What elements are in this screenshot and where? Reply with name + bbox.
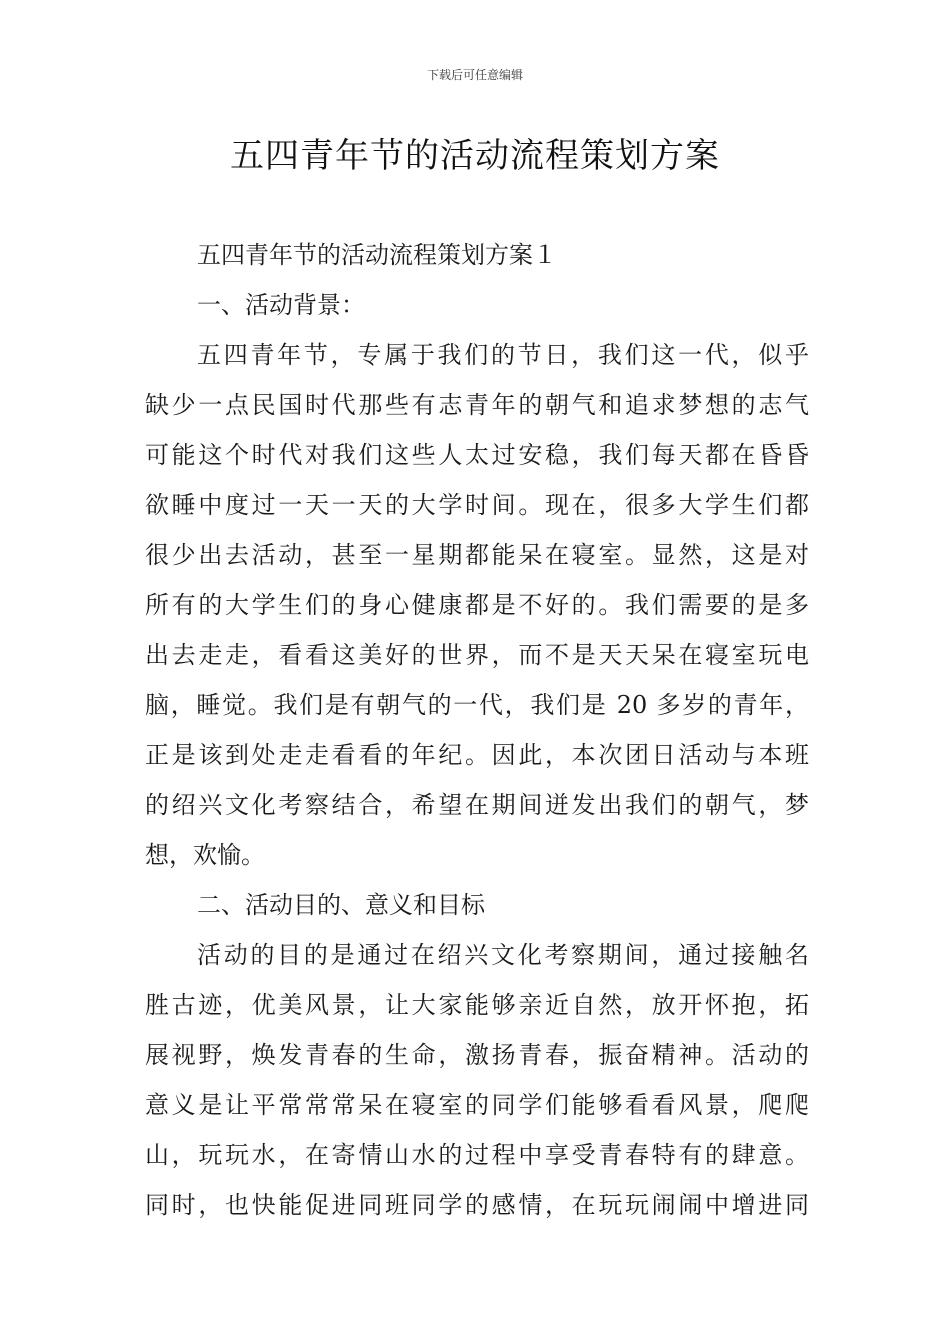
- body-line: 缺少一点民国时代那些有志青年的朝气和追求梦想的志气: [145, 391, 809, 419]
- body-line: 同时，也快能促进同班同学的感情，在玩玩闹闹中增进同: [145, 1191, 809, 1219]
- body-line: 山，玩玩水，在寄情山水的过程中享受青春特有的肆意。: [145, 1141, 809, 1169]
- header-note: 下载后可任意编辑: [426, 68, 523, 82]
- body-line: 脑，睡觉。我们是有朝气的一代，我们是 20 多岁的青年，: [145, 691, 809, 719]
- document-title: 五四青年节的活动流程策划方案: [230, 136, 720, 176]
- body-line: 正是该到处走走看看的年纪。因此，本次团日活动与本班: [145, 741, 809, 769]
- body-line: 二、活动目的、意义和目标: [197, 891, 485, 919]
- body-line: 出去走走，看看这美好的世界，而不是天天呆在寝室玩电: [145, 641, 809, 669]
- body-line: 很少出去活动，甚至一星期都能呆在寝室。显然，这是对: [145, 541, 809, 569]
- body-line: 欲睡中度过一天一天的大学时间。现在，很多大学生们都: [145, 491, 809, 519]
- body-line: 意义是让平常常常呆在寝室的同学们能够看看风景，爬爬: [145, 1091, 809, 1119]
- document-body: [145, 230, 809, 1230]
- body-line: 活动的目的是通过在绍兴文化考察期间，通过接触名: [197, 941, 809, 969]
- body-line: 一、活动背景：: [197, 291, 365, 319]
- body-line: 胜古迹，优美风景，让大家能够亲近自然，放开怀抱，拓: [145, 991, 809, 1019]
- body-line: 可能这个时代对我们这些人太过安稳，我们每天都在昏昏: [145, 441, 809, 469]
- body-line: 想，欢愉。: [145, 841, 265, 869]
- body-line: 的绍兴文化考察结合，希望在期间迸发出我们的朝气，梦: [145, 791, 809, 819]
- body-line: 五四青年节，专属于我们的节日，我们这一代，似乎: [197, 341, 809, 369]
- body-line: 展视野，焕发青春的生命，激扬青春，振奋精神。活动的: [145, 1041, 809, 1069]
- body-line: 所有的大学生们的身心健康都是不好的。我们需要的是多: [145, 591, 809, 619]
- body-line: 五四青年节的活动流程策划方案１: [197, 241, 557, 269]
